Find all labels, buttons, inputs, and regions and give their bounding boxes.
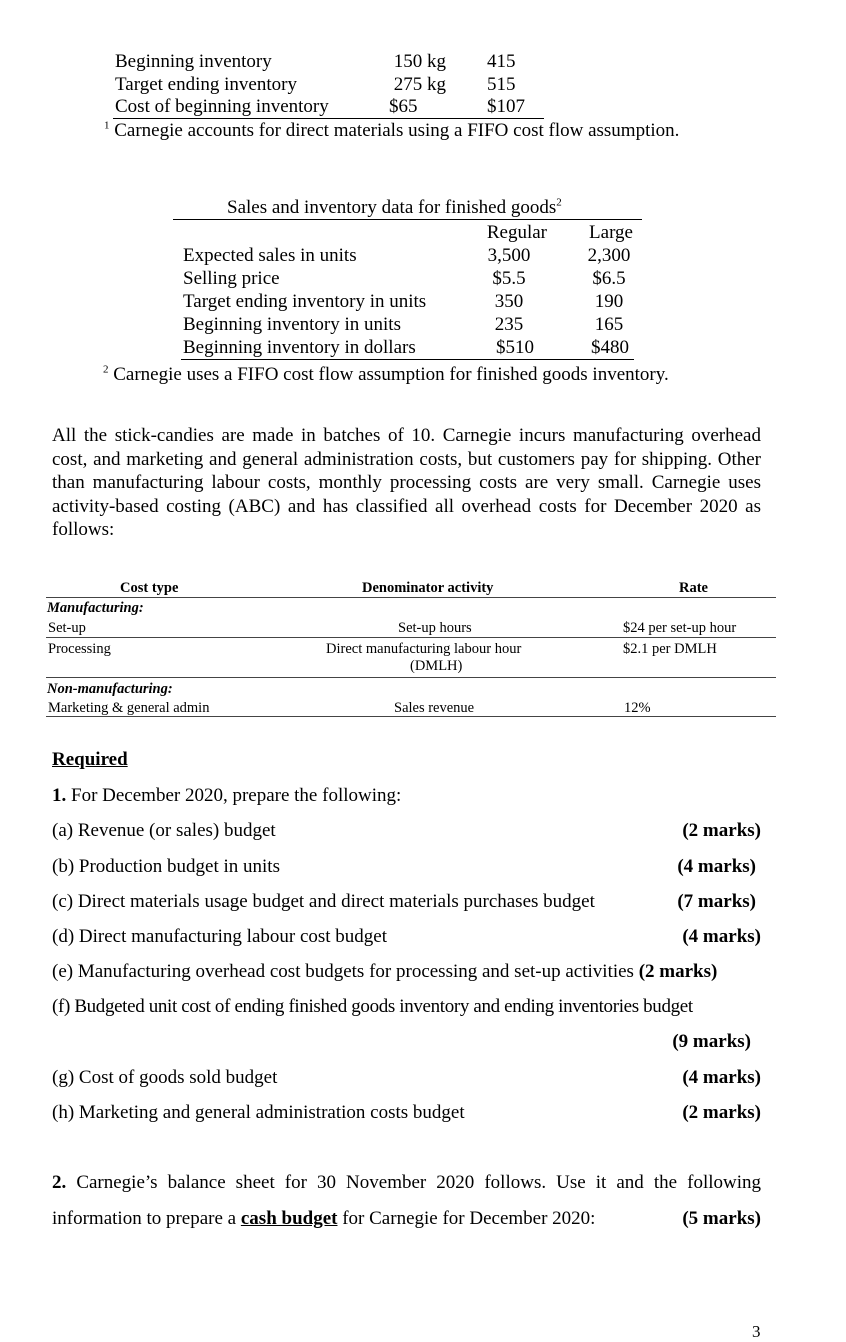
materials-row-kg: $65 (389, 96, 418, 117)
materials-row-label: Target ending inventory (115, 74, 297, 95)
materials-row-label: Cost of beginning inventory (115, 96, 329, 117)
fg-row-large: 2,300 (587, 245, 631, 266)
fg-row-regular: 3,500 (487, 245, 531, 266)
required-item-text: (c) Direct materials usage budget and direct materials purchases budget (52, 891, 595, 912)
materials-footnote (104, 120, 679, 142)
required-heading: Required (52, 749, 128, 770)
materials-row-kg: 275 kg (393, 74, 446, 95)
question-text: For December 2020, prepare the following: (71, 785, 402, 806)
footnote-text: Carnegie uses a FIFO cost flow assumption for finished goods inventory. (113, 364, 669, 385)
marketing-type: Marketing & general admin (48, 700, 210, 716)
finished-goods-top-rule (173, 219, 642, 220)
marketing-rate: 12% (624, 700, 651, 716)
setup-activity: Set-up hours (398, 620, 472, 636)
question-2-line2 (52, 1208, 595, 1230)
required-item-text: (h) Marketing and general administration costs budget (52, 1102, 465, 1123)
header-rule (46, 597, 776, 598)
processing-rate: $2.1 per DMLH (623, 641, 717, 657)
fg-row-large: 165 (594, 314, 624, 335)
footnote-mark: 2 (103, 363, 109, 376)
processing-rule (46, 677, 776, 678)
fg-row-label: Beginning inventory in units (183, 314, 401, 335)
fg-row-large: 190 (594, 291, 624, 312)
required-item-text: (d) Direct manufacturing labour cost budget (52, 926, 388, 947)
col-header-large: Large (589, 222, 633, 243)
footnote-text: Carnegie accounts for direct materials using a FIFO cost flow assumption. (114, 120, 680, 141)
required-item-e (52, 961, 717, 983)
materials-row-value: 515 (487, 74, 516, 95)
header-denominator-activity: Denominator activity (362, 580, 494, 596)
finished-goods-footnote (103, 364, 669, 386)
header-cost-type: Cost type (120, 580, 179, 596)
required-item-marks: (4 marks) (682, 1067, 761, 1088)
required-item-text: (b) Production budget in units (52, 856, 280, 877)
required-item-marks: (9 marks) (672, 1031, 751, 1052)
col-header-regular: Regular (486, 222, 547, 243)
question-2-marks: (5 marks) (682, 1208, 761, 1229)
fg-row-label: Target ending inventory in units (183, 291, 427, 312)
required-item-marks: (2 marks) (682, 1102, 761, 1123)
fg-row-regular: 235 (494, 314, 524, 335)
setup-rate: $24 per set-up hour (623, 620, 737, 636)
processing-activity-abbrev: (DMLH) (410, 658, 463, 674)
fg-row-label: Selling price (183, 268, 280, 289)
table-bottom-rule (46, 716, 776, 717)
required-item-marks: (2 marks) (638, 961, 718, 982)
required-item-marks: (4 marks) (677, 856, 756, 877)
finished-goods-title (227, 197, 562, 219)
question-text: for Carnegie for December 2020: (342, 1208, 596, 1229)
fg-row-regular: 350 (494, 291, 524, 312)
fg-row-regular: $5.5 (492, 268, 526, 289)
fg-row-regular: $510 (496, 337, 534, 358)
question-2-line1 (52, 1172, 761, 1194)
question-1 (52, 785, 401, 807)
materials-row-kg: 150 kg (393, 51, 446, 72)
materials-row-value: 415 (487, 51, 516, 72)
fg-row-large: $6.5 (592, 268, 626, 289)
setup-type: Set-up (48, 620, 86, 636)
question-number: 1. (52, 785, 67, 806)
required-item-marks: (4 marks) (682, 926, 761, 947)
footnote-mark: 1 (104, 119, 110, 132)
required-item-text: (e) Manufacturing overhead cost budgets for processing and set-up activities (52, 961, 634, 982)
nonmanufacturing-label: Non-manufacturing: (47, 681, 173, 697)
processing-type: Processing (48, 641, 111, 657)
required-item-text: (f) Budgeted unit cost of ending finished goods inventory and ending inventories budget (52, 996, 693, 1017)
required-item-marks: (7 marks) (677, 891, 756, 912)
manufacturing-label: Manufacturing: (47, 600, 144, 616)
question-text: information to prepare a (52, 1208, 237, 1229)
materials-row-label: Beginning inventory (115, 51, 272, 72)
title-footnote-mark: 2 (556, 196, 562, 209)
fg-row-label: Beginning inventory in dollars (183, 337, 416, 358)
table-title-text: Sales and inventory data for finished goods (227, 197, 557, 218)
cash-budget-term: cash budget (240, 1208, 338, 1229)
intro-paragraph: All the stick-candies are made in batches of 10. Carnegie incurs manufacturing overhead cost, and marketing and general administration costs, but customers pay for shipping. Other than manufacturing labour costs, monthly processing costs are very small. Carnegie uses activity-based costing (ABC) and has classified all overhead costs for December 2020 as follows: (52, 425, 761, 540)
required-item-marks: (2 marks) (682, 820, 761, 841)
required-item-text: (g) Cost of goods sold budget (52, 1067, 278, 1088)
fg-row-large: $480 (591, 337, 629, 358)
question-number: 2. (52, 1172, 67, 1193)
question-text: Carnegie’s balance sheet for 30 November 2020 follows. Use it and the following (76, 1172, 761, 1193)
setup-rule (46, 637, 776, 638)
header-rate: Rate (679, 580, 708, 596)
fg-row-label: Expected sales in units (183, 245, 357, 266)
required-item-text: (a) Revenue (or sales) budget (52, 820, 276, 841)
processing-activity: Direct manufacturing labour hour (326, 641, 522, 657)
finished-goods-bottom-rule (181, 359, 634, 360)
page-number: 3 (752, 1322, 761, 1341)
marketing-activity: Sales revenue (394, 700, 475, 716)
materials-bottom-rule (113, 118, 544, 119)
materials-row-value: $107 (487, 96, 525, 117)
